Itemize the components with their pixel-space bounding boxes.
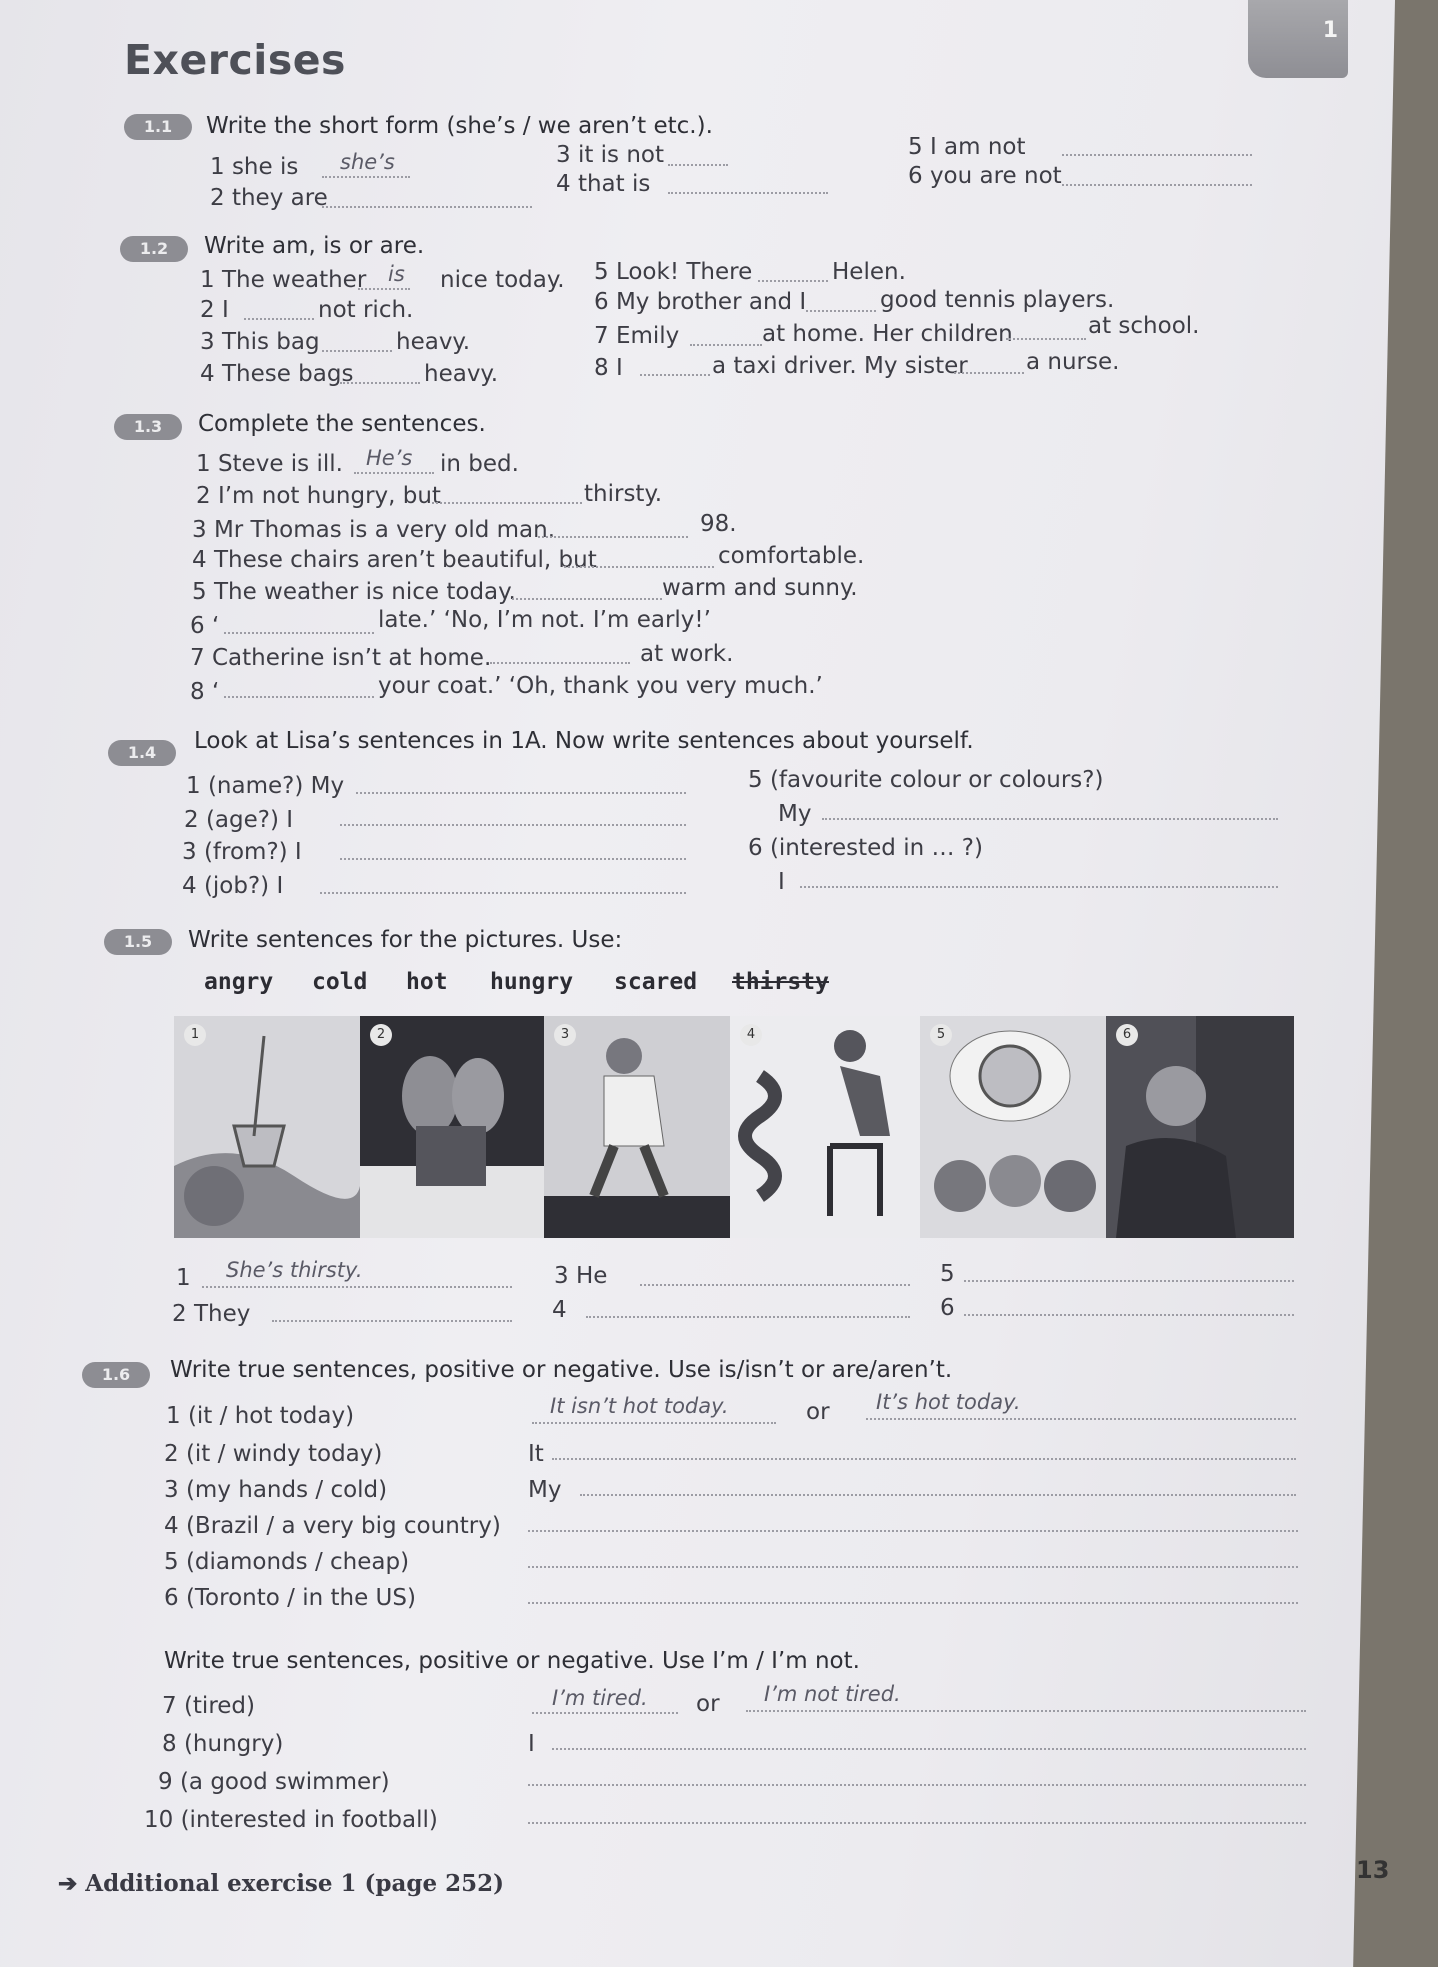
page-title: Exercises [124, 36, 346, 84]
answer-line[interactable] [340, 824, 686, 826]
exercise-badge-1-3: 1.3 [114, 414, 182, 440]
answer-line[interactable] [528, 1566, 1298, 1568]
ex16-row-7: 7 (tired) [162, 1693, 255, 1719]
answer-line[interactable] [356, 792, 686, 794]
ex15-answer-1: She’s thirsty. [226, 1258, 363, 1282]
ex12-row-1-end: nice today. [440, 267, 565, 293]
answer-line[interactable] [340, 382, 420, 384]
exercise-1-1-instruction: Write the short form (she’s / we aren’t etc.). [206, 113, 713, 139]
ex13-row-1-start: 1 Steve is ill. [196, 451, 343, 477]
ex15-row-6: 6 [940, 1295, 955, 1321]
ex16-row-3: 3 (my hands / cold) [164, 1477, 388, 1503]
answer-line[interactable] [806, 310, 876, 312]
ex12-row-8-end: a nurse. [1026, 349, 1120, 375]
ex14-row-1: 1 (name?) My [186, 773, 345, 799]
picture-6 [1106, 1016, 1294, 1238]
ex16-row-9: 9 (a good swimmer) [158, 1769, 390, 1795]
answer-line[interactable] [272, 1320, 512, 1322]
ex12-row-1-start: 1 The weather [200, 267, 367, 293]
answer-line[interactable] [640, 374, 710, 376]
answer-line[interactable] [322, 350, 392, 352]
ex13-answer-1: He’s [366, 446, 413, 470]
answer-line [532, 1712, 678, 1714]
picture-2 [360, 1016, 544, 1238]
ex12-row-8-start: 8 I [594, 355, 623, 381]
ex12-row-7-end: at school. [1088, 313, 1200, 339]
answer-line [354, 472, 434, 474]
ex15-row-4: 4 [552, 1297, 567, 1323]
picture-5 [920, 1016, 1106, 1238]
ex13-row-4-end: comfortable. [718, 543, 865, 569]
ex11-item-2: 2 they are [210, 185, 328, 211]
word-hungry: hungry [490, 969, 574, 995]
ex16-row-5: 5 (diamonds / cheap) [164, 1549, 410, 1575]
answer-line[interactable] [512, 598, 662, 600]
picture-number: 5 [930, 1024, 952, 1046]
exercise-1-6-instruction-2: Write true sentences, positive or negative. Use I’m / I’m not. [164, 1648, 860, 1674]
ex12-row-6-end: good tennis players. [880, 287, 1115, 313]
answer-line [202, 1286, 512, 1288]
answer-line[interactable] [528, 1530, 1298, 1532]
or-label: or [696, 1691, 720, 1717]
answer-line[interactable] [224, 632, 374, 634]
ex13-row-2-start: 2 I’m not hungry, but [196, 483, 441, 509]
or-label: or [806, 1399, 830, 1425]
additional-exercise-link[interactable]: ➔ Additional exercise 1 (page 252) [58, 1870, 505, 1897]
ex14-row-5: 5 (favourite colour or colours?) [748, 767, 1104, 793]
answer-line[interactable] [322, 206, 532, 208]
ex16-row-8: 8 (hungry) [162, 1731, 284, 1757]
ex11-item-4: 4 that is [556, 171, 651, 197]
picture-5-art [920, 1016, 1106, 1238]
answer-line[interactable] [580, 1494, 1296, 1496]
answer-line[interactable] [1062, 154, 1252, 156]
ex16-row-8-start: I [528, 1731, 535, 1757]
ex13-row-8-end: your coat.’ ‘Oh, thank you very much.’ [378, 673, 823, 699]
answer-line[interactable] [1062, 184, 1252, 186]
ex16-answer-7a: I’m tired. [552, 1686, 648, 1710]
ex14-row-6-start: I [778, 869, 785, 895]
unit-number: 1 [1322, 18, 1338, 43]
word-hot: hot [406, 969, 448, 995]
ex13-row-6-start: 6 ‘ [190, 613, 220, 639]
exercise-1-4-instruction: Look at Lisa’s sentences in 1A. Now write sentences about yourself. [194, 728, 974, 754]
ex12-row-5-end: Helen. [832, 259, 906, 285]
picture-number: 4 [740, 1024, 762, 1046]
exercise-badge-1-1: 1.1 [124, 114, 192, 140]
picture-1 [174, 1016, 360, 1238]
answer-line[interactable] [538, 536, 688, 538]
ex12-row-6-start: 6 My brother and I [594, 289, 807, 315]
picture-number: 3 [554, 1024, 576, 1046]
ex13-row-1-end: in bed. [440, 451, 519, 477]
ex12-row-5-start: 5 Look! There [594, 259, 753, 285]
answer-line [746, 1710, 1306, 1712]
ex16-answer-7b: I’m not tired. [764, 1682, 901, 1706]
answer-line[interactable] [564, 566, 714, 568]
answer-line[interactable] [528, 1602, 1298, 1604]
ex13-row-4-start: 4 These chairs aren’t beautiful, but [192, 547, 597, 573]
answer-line[interactable] [1006, 338, 1086, 340]
picture-4-art [730, 1016, 920, 1238]
ex12-row-7-start: 7 Emily [594, 323, 680, 349]
answer-line[interactable] [640, 1284, 910, 1286]
answer-line[interactable] [690, 344, 762, 346]
answer-line [322, 176, 410, 178]
answer-line[interactable] [758, 280, 828, 282]
exercise-badge-1-6: 1.6 [82, 1362, 150, 1388]
ex13-row-7-end: at work. [640, 641, 734, 667]
ex16-row-4: 4 (Brazil / a very big country) [164, 1513, 501, 1539]
ex16-answer-1b: It’s hot today. [876, 1390, 1021, 1414]
exercise-1-2-instruction: Write am, is or are. [204, 233, 425, 259]
picture-2-art [360, 1016, 544, 1238]
ex11-item-3: 3 it is not [556, 142, 665, 168]
answer-line[interactable] [320, 892, 686, 894]
answer-line[interactable] [432, 502, 582, 504]
exercise-1-6-instruction: Write true sentences, positive or negative. Use is/isn’t or are/aren’t. [170, 1357, 953, 1383]
ex13-row-2-end: thirsty. [584, 481, 663, 507]
picture-6-art [1106, 1016, 1294, 1238]
answer-line[interactable] [244, 318, 314, 320]
ex14-row-5-start: My [778, 801, 812, 827]
ex15-row-2: 2 They [172, 1301, 251, 1327]
exercise-badge-1-2: 1.2 [120, 236, 188, 262]
ex12-row-8-mid: a taxi driver. My sister [712, 353, 968, 379]
unit-tab [1248, 0, 1348, 78]
answer-line[interactable] [668, 164, 728, 166]
answer-line[interactable] [668, 192, 828, 194]
ex16-row-3-start: My [528, 1477, 562, 1503]
ex12-row-2-end: not rich. [318, 297, 414, 323]
answer-line[interactable] [490, 662, 630, 664]
ex11-item-1: 1 she is [210, 154, 299, 180]
answer-line[interactable] [528, 1822, 1306, 1824]
answer-line[interactable] [552, 1748, 1306, 1750]
ex16-row-6: 6 (Toronto / in the US) [164, 1585, 416, 1611]
ex16-row-10: 10 (interested in football) [144, 1807, 438, 1833]
picture-strip [174, 1016, 1294, 1238]
ex14-row-2: 2 (age?) I [184, 807, 294, 833]
picture-number: 1 [184, 1024, 206, 1046]
answer-line [358, 288, 410, 290]
ex11-item-6: 6 you are not [908, 163, 1062, 189]
exercise-badge-1-4: 1.4 [108, 740, 176, 766]
answer-line[interactable] [822, 818, 1278, 820]
answer-line[interactable] [224, 696, 374, 698]
ex16-answer-1a: It isn’t hot today. [550, 1394, 729, 1418]
word-scared: scared [614, 969, 698, 995]
word-angry: angry [204, 969, 274, 995]
exercise-badge-1-5: 1.5 [104, 929, 172, 955]
ex13-row-8-start: 8 ‘ [190, 679, 220, 705]
picture-number: 6 [1116, 1024, 1138, 1046]
answer-line[interactable] [800, 886, 1278, 888]
answer-line[interactable] [552, 1458, 1296, 1460]
ex15-row-3: 3 He [554, 1263, 608, 1289]
ex15-row-5: 5 [940, 1261, 955, 1287]
ex16-row-1: 1 (it / hot today) [166, 1403, 355, 1429]
answer-line[interactable] [964, 1280, 1294, 1282]
answer-line [532, 1422, 776, 1424]
ex12-row-2-start: 2 I [200, 297, 229, 323]
exercise-1-5-instruction: Write sentences for the pictures. Use: [188, 927, 623, 953]
ex14-row-4: 4 (job?) I [182, 873, 284, 899]
ex13-row-5-start: 5 The weather is nice today. [192, 579, 516, 605]
ex12-row-3-start: 3 This bag [200, 329, 320, 355]
picture-1-art [174, 1016, 360, 1238]
ex12-row-3-end: heavy. [396, 329, 471, 355]
answer-line [866, 1418, 1296, 1420]
ex16-row-2-start: It [528, 1441, 544, 1467]
answer-line[interactable] [528, 1784, 1306, 1786]
picture-3 [544, 1016, 730, 1238]
ex13-row-3-start: 3 Mr Thomas is a very old man. [192, 517, 556, 543]
answer-line[interactable] [586, 1316, 910, 1318]
ex14-row-3: 3 (from?) I [182, 839, 302, 865]
ex13-row-7-start: 7 Catherine isn’t at home. [190, 645, 492, 671]
ex11-item-5: 5 I am not [908, 134, 1026, 160]
ex12-row-4-start: 4 These bags [200, 361, 354, 387]
page-number: 13 [1356, 1856, 1390, 1884]
ex14-row-6: 6 (interested in … ?) [748, 835, 983, 861]
ex13-row-6-end: late.’ ‘No, I’m not. I’m early!’ [378, 607, 711, 633]
ex12-row-7-mid: at home. Her children [762, 321, 1013, 347]
ex15-row-1: 1 [176, 1265, 191, 1291]
exercise-1-3-instruction: Complete the sentences. [198, 411, 486, 437]
answer-line[interactable] [340, 858, 686, 860]
answer-line[interactable] [964, 1314, 1294, 1316]
ex12-answer-1: is [388, 262, 405, 286]
word-cold: cold [312, 969, 368, 995]
ex11-answer-1: she’s [340, 150, 395, 174]
word-thirsty: thirsty [732, 969, 829, 995]
ex16-row-2: 2 (it / windy today) [164, 1441, 383, 1467]
picture-number: 2 [370, 1024, 392, 1046]
ex13-row-3-end: 98. [700, 511, 737, 537]
ex13-row-5-end: warm and sunny. [662, 575, 858, 601]
picture-3-art [544, 1016, 730, 1238]
ex12-row-4-end: heavy. [424, 361, 499, 387]
answer-line[interactable] [954, 372, 1024, 374]
picture-4 [730, 1016, 920, 1238]
